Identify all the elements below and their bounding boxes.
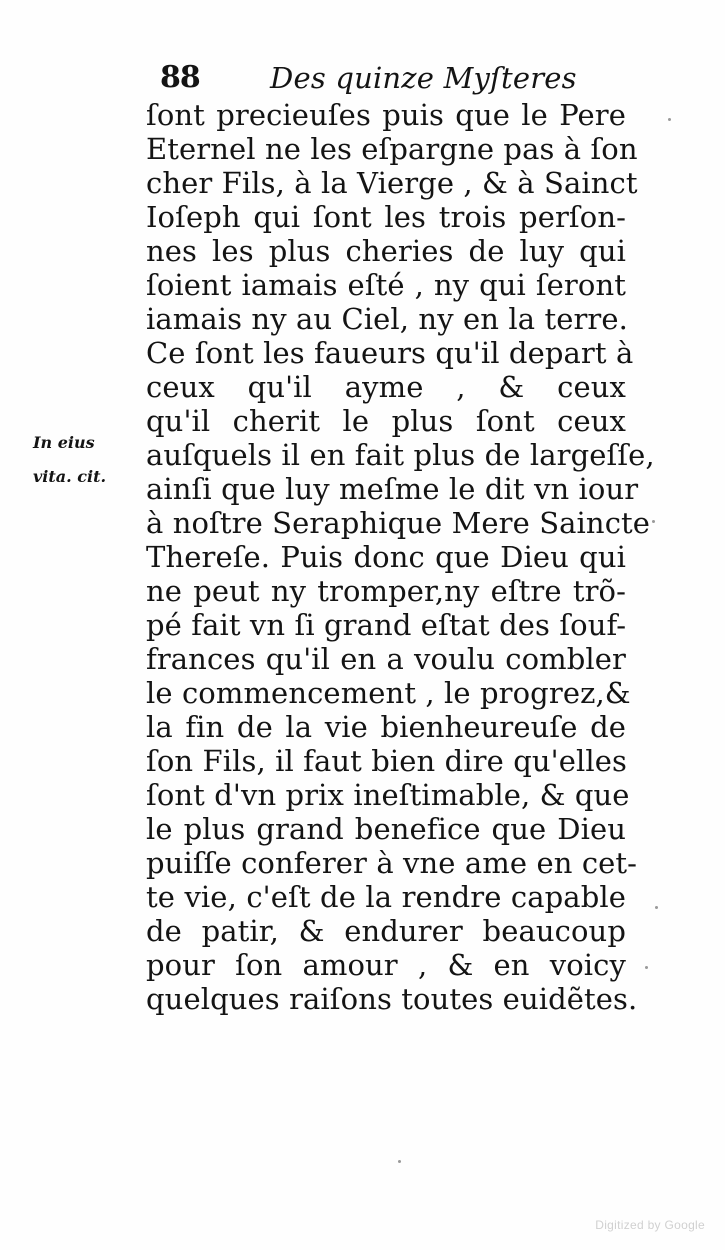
text-line: le commencement , le progrez,&: [146, 676, 631, 710]
text-line: cher Fils, à la Vierge , & à Sainct: [146, 166, 638, 200]
text-line: nes les plus cheries de luy qui: [146, 234, 626, 268]
text-line: ne peut ny tromper,ny eſtre trõ-: [146, 574, 626, 608]
margin-citation-line: In eius: [33, 433, 95, 452]
text-line: qu'il cherit le plus ſont ceux: [146, 404, 626, 438]
text-line: te vie, c'eſt de la rendre capable: [146, 880, 626, 914]
text-line: ainſi que luy meſme le dit vn iour: [146, 472, 639, 506]
page-number: 88: [160, 60, 200, 95]
body-text: [146, 98, 655, 1016]
text-line: ſon Fils, il faut bien dire qu'elles: [146, 744, 627, 778]
text-line: Eternel ne les eſpargne pas à ſon: [146, 132, 638, 166]
text-line: la fin de la vie bienheureuſe de: [146, 710, 626, 744]
text-line: de patir, & endurer beaucoup: [146, 914, 626, 948]
text-line: Ce ſont les faueurs qu'il depart à: [146, 336, 634, 370]
text-line: Thereſe. Puis donc que Dieu qui: [146, 540, 626, 574]
print-speck: [655, 906, 658, 909]
text-line: le plus grand benefice que Dieu: [146, 812, 626, 846]
text-line: ceux qu'il ayme , & ceux: [146, 370, 626, 404]
text-line: auſquels il en fait plus de largeſſe,: [146, 438, 655, 472]
text-line: quelques raiſons toutes euidẽtes.: [146, 982, 638, 1016]
watermark: Digitized by Google: [595, 1218, 705, 1232]
text-line: ſont precieuſes puis que le Pere: [146, 98, 626, 132]
print-speck: [645, 966, 648, 969]
running-head: Des quinze Myſteres: [270, 61, 577, 95]
text-line: Ioſeph qui ſont les trois perſon-: [146, 200, 626, 234]
text-line: pé fait vn ſi grand eſtat des ſouf-: [146, 608, 627, 642]
text-line: à noſtre Seraphique Mere Saincte: [146, 506, 651, 540]
text-line: ſont d'vn prix ineſtimable, & que: [146, 778, 630, 812]
page-header: [160, 58, 630, 98]
text-line: pour ſon amour , & en voicy: [146, 948, 626, 982]
print-speck: [652, 520, 655, 523]
margin-citation: [33, 426, 151, 494]
print-speck: [668, 118, 671, 121]
text-line: ſoient iamais eſté , ny qui ſeront: [146, 268, 626, 302]
margin-citation-line: vita. cit.: [33, 467, 107, 486]
text-line: puiſſe conferer à vne ame en cet-: [146, 846, 638, 880]
text-line: frances qu'il en a voulu combler: [146, 642, 626, 676]
print-speck: [398, 1160, 401, 1163]
text-line: iamais ny au Ciel, ny en la terre.: [146, 302, 628, 336]
